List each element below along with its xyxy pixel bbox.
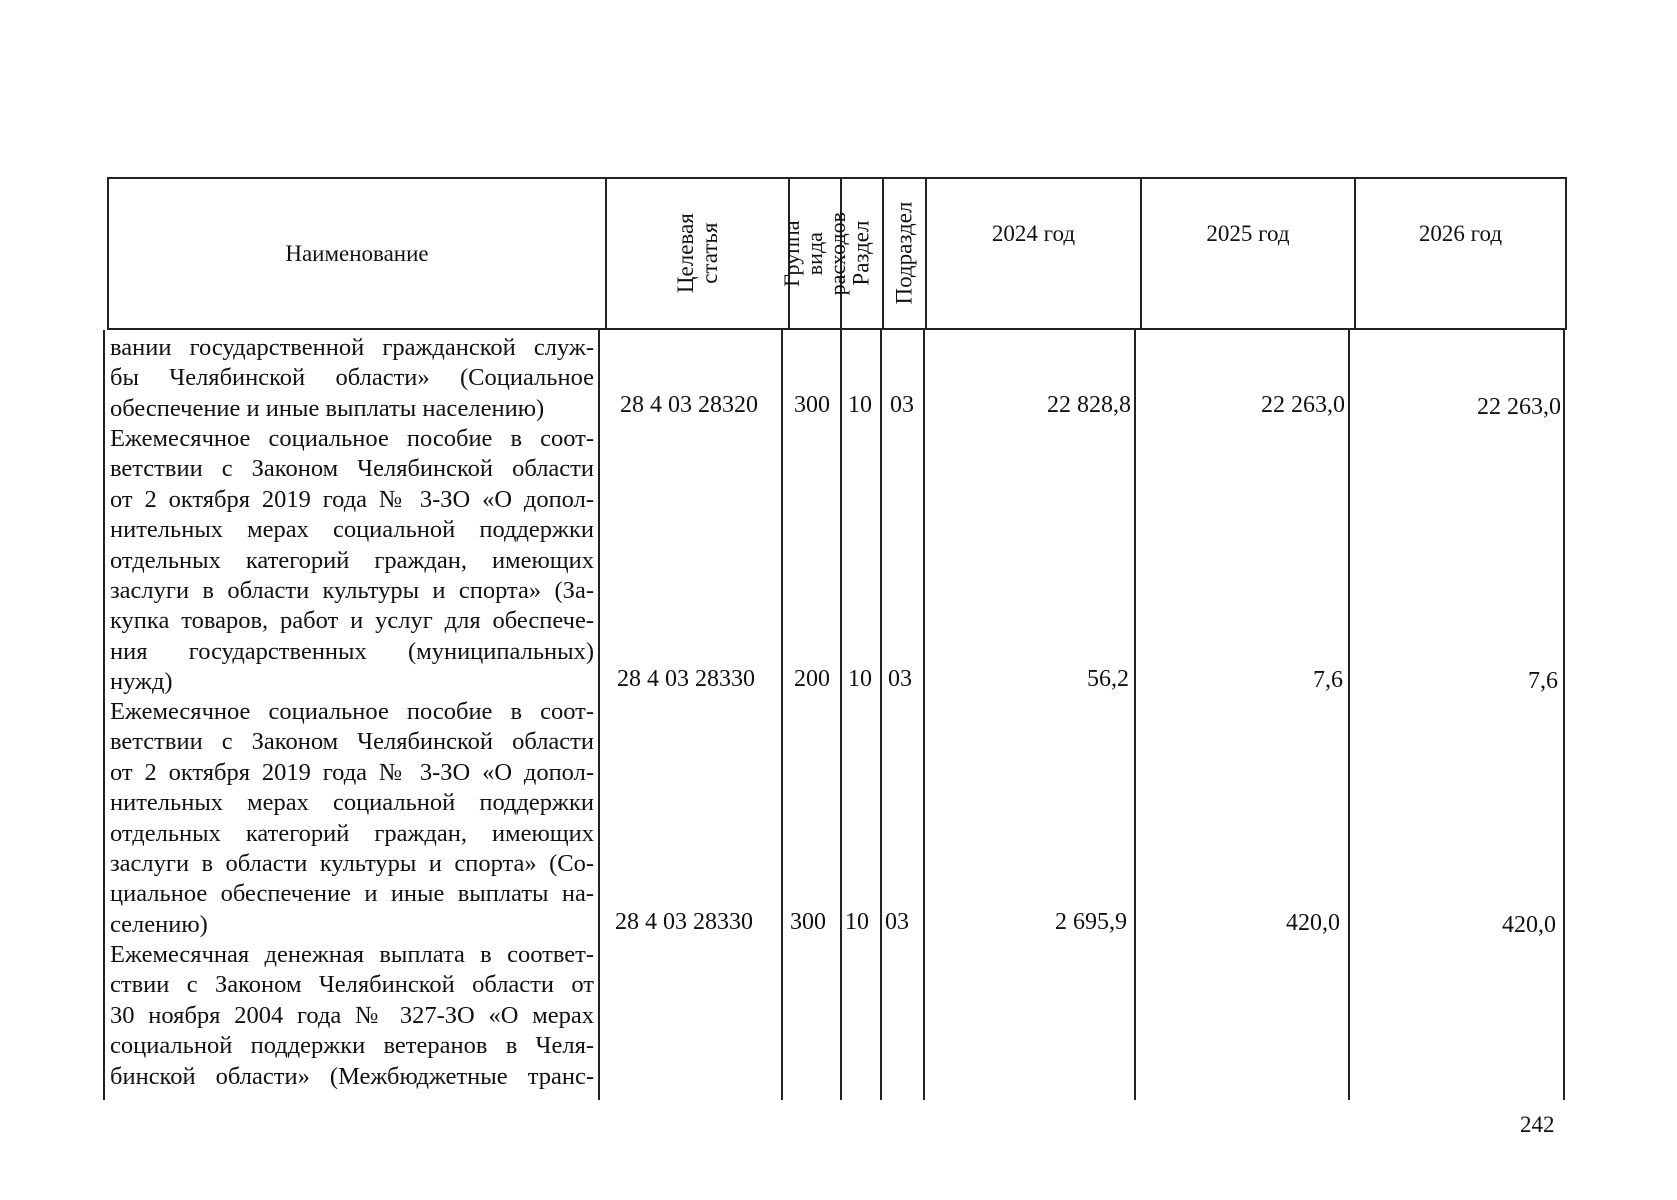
header-2026-text: 2026 год (1418, 221, 1503, 246)
header-2024-text: 2024 год (991, 221, 1076, 246)
row-line: ветствии с Законом Челябинской области (110, 455, 594, 483)
row-line: 30 ноября 2004 года № 327-ЗО «О мерах (110, 1001, 594, 1029)
row-value-2025: 420,0 (1286, 910, 1340, 936)
row-line: обеспечение и иные выплаты населению) (110, 394, 545, 422)
row-value-2026: 7,6 (1528, 668, 1558, 694)
header-name (109, 179, 605, 328)
row-value-2024: 22 828,8 (1047, 392, 1131, 418)
row-line: от 2 октября 2019 года № 3-ЗО «О допол- (110, 758, 594, 786)
row-line: купка товаров, работ и услуг для обеспече- (110, 607, 594, 635)
header-section (842, 179, 882, 328)
body-divider (598, 330, 600, 1100)
row-group: 200 (794, 666, 830, 692)
header-section-text: Раздел (848, 220, 874, 287)
row-value-2025: 22 263,0 (1261, 392, 1345, 418)
row-code: 28 4 03 28330 (615, 909, 753, 935)
row-line: циальное обеспечение и иные выплаты на- (110, 880, 594, 908)
row-line: отдельных категорий граждан, имеющих (110, 819, 594, 847)
row-value-2024: 56,2 (1087, 666, 1129, 692)
row-section: 10 (848, 392, 872, 418)
row-section: 10 (845, 909, 869, 935)
row-line: ния государственных (муниципальных) (110, 637, 594, 665)
header-2025-text: 2025 год (1206, 221, 1290, 246)
row-line: отдельных категорий граждан, имеющих (110, 546, 594, 574)
header-group-text: Группа вида расходов (779, 211, 851, 296)
body-divider (1563, 330, 1565, 1100)
row-name (110, 424, 594, 698)
header-name-text: Наименование (285, 240, 429, 266)
row-subsection: 03 (890, 392, 914, 418)
body-divider (840, 330, 842, 1100)
row-name (110, 940, 594, 1092)
body-divider (1348, 330, 1350, 1100)
body-divider (880, 330, 882, 1100)
row-line: бинской области» (Межбюджетные транс- (110, 1062, 594, 1090)
row-group: 300 (790, 909, 826, 935)
row-line: нительных мерах социальной поддержки (110, 516, 594, 544)
row-code: 28 4 03 28330 (617, 666, 755, 692)
row-line: бы Челябинской области» (Социальное (110, 364, 594, 392)
row-section: 10 (848, 666, 872, 692)
body-divider (781, 330, 783, 1100)
row-line: вании государственной гражданской служ- (110, 334, 594, 361)
row-line: заслуги в области культуры и спорта» (За- (110, 577, 594, 605)
row-line: Ежемесячная денежная выплата в соответ- (110, 941, 594, 968)
row-line: селению) (110, 910, 208, 938)
header-subsection-text: Подраздел (891, 202, 917, 305)
page-number: 242 (1520, 1112, 1555, 1137)
row-line: ствии с Законом Челябинской области от (110, 971, 594, 999)
row-line: ветствии с Законом Челябинской области (110, 728, 594, 756)
row-value-2025: 7,6 (1313, 667, 1343, 693)
row-value-2024: 2 695,9 (1055, 909, 1127, 935)
row-line: от 2 октября 2019 года № 3-ЗО «О допол- (110, 485, 594, 513)
row-subsection: 03 (888, 666, 912, 692)
row-line: Ежемесячное социальное пособие в соот- (110, 698, 594, 725)
row-line: социальной поддержки ветеранов в Челя- (110, 1032, 594, 1060)
row-code: 28 4 03 28320 (620, 392, 758, 418)
row-value-2026: 420,0 (1502, 912, 1556, 938)
row-line: Ежемесячное социальное пособие в соот- (110, 425, 594, 452)
body-divider (1134, 330, 1136, 1100)
header-2026 (1356, 179, 1565, 289)
header-subsection (884, 179, 925, 328)
header-group (779, 179, 851, 328)
row-name (110, 697, 594, 940)
header-target (607, 179, 788, 328)
header-target-text: Целевая статья (672, 213, 722, 294)
body-divider (923, 330, 925, 1100)
row-group: 300 (794, 392, 830, 418)
header-2025 (1142, 179, 1354, 289)
header-2024 (927, 179, 1140, 289)
row-value-2026: 22 263,0 (1477, 394, 1561, 420)
row-name (110, 333, 594, 424)
row-line: нительных мерах социальной поддержки (110, 789, 594, 817)
body-divider (103, 330, 105, 1100)
row-subsection: 03 (885, 909, 909, 935)
row-line: заслуги в области культуры и спорта» (Со- (110, 850, 594, 878)
row-line: нужд) (110, 668, 173, 696)
